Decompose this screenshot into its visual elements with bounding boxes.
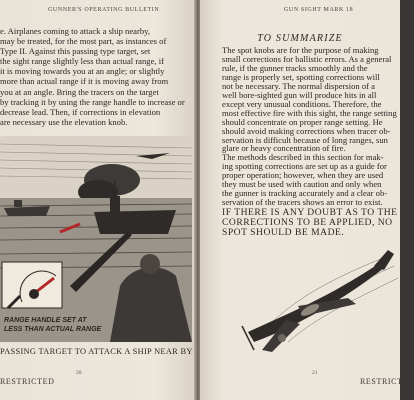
text-line: range is properly set, spotting corrections will bbox=[222, 71, 380, 82]
text-line: e. Airplanes coming to attack a ship nearby, bbox=[0, 26, 151, 36]
text-line: the sight range slightly less than actual range, if bbox=[0, 56, 164, 67]
text-line: rule, if the gunner tracks smoothly and the bbox=[222, 62, 368, 73]
text-line: servation is difficult because of long ranges, sun bbox=[222, 134, 388, 145]
text-line: are necessary use the elevation knob. bbox=[0, 116, 128, 127]
text-line: The spot knobs are for the purpose of making bbox=[222, 45, 379, 55]
text-line: except very unusual conditions. Therefore, the bbox=[222, 98, 382, 109]
text-line: may be treated, for the most part, as instances of bbox=[0, 36, 167, 47]
ship-attack-illustration bbox=[0, 136, 192, 342]
text-line: proper operation; however, when they are used bbox=[222, 170, 384, 181]
text-line: should avoid making corrections when tracer ob- bbox=[222, 125, 391, 136]
left-running-head: GUNNER'S OPERATING BULLETIN bbox=[48, 7, 160, 13]
left-body-text bbox=[0, 26, 192, 127]
text-line: small corrections for ballistic errors. As a general bbox=[222, 53, 392, 64]
text-line: The methods described in this section for mak- bbox=[222, 152, 384, 163]
caution-paragraph bbox=[222, 208, 400, 237]
caution-line: CORRECTIONS TO BE APPLIED, NO bbox=[222, 216, 393, 228]
left-page bbox=[0, 0, 196, 400]
text-line: ing spotting corrections are set up as a guide for bbox=[222, 161, 387, 172]
text-line: should concentrate on proper range setting. He bbox=[222, 116, 383, 127]
text-line: you at an angle. Bring the tracers on the target bbox=[0, 86, 159, 97]
text-line: not be necessary. The normal dispersion of a bbox=[222, 80, 375, 91]
text-line: servation of the tracers shows an error to exist. bbox=[222, 197, 383, 208]
figure-label-line-2: LESS THAN ACTUAL RANGE bbox=[4, 326, 102, 333]
text-line: it is moving towards you at an angle; or slightly bbox=[0, 66, 165, 77]
text-line: glare or heavy concentration of fire. bbox=[222, 143, 346, 154]
right-body-text bbox=[222, 46, 398, 207]
right-running-head: GUN SIGHT MARK 18 bbox=[284, 7, 354, 13]
left-folio: 20 bbox=[76, 370, 82, 376]
figure-caption: PASSING TARGET TO ATTACK A SHIP NEAR BY bbox=[0, 347, 193, 356]
right-folio: 21 bbox=[312, 370, 318, 376]
caution-line: SPOT SHOULD BE MADE. bbox=[222, 226, 345, 238]
text-line: decrease lead. Then, if corrections in elevation bbox=[0, 106, 161, 117]
text-line: most effective fire with this sight, the range setting bbox=[222, 107, 397, 118]
section-heading: TO SUMMARIZE bbox=[257, 33, 343, 44]
caution-line: IF THERE IS ANY DOUBT AS TO THE bbox=[222, 207, 398, 218]
text-line: Type II. Against this passing type target, set bbox=[0, 46, 151, 57]
left-footer: RESTRICTED bbox=[0, 377, 55, 386]
text-line: more than actual range if it is moving away from bbox=[0, 76, 169, 87]
text-line: the gunner is tracking accurately and a clear ob- bbox=[222, 188, 388, 199]
figure-label-line-1: RANGE HANDLE SET AT bbox=[4, 317, 87, 324]
text-line: they must be used with caution and only when bbox=[222, 179, 382, 190]
text-line: well bore-sighted gun will produce hits in all bbox=[222, 89, 377, 100]
text-line: by tracking it by using the range handle to increase or bbox=[0, 96, 185, 107]
diving-plane-illustration bbox=[238, 246, 400, 366]
right-footer: RESTRICTED bbox=[360, 377, 414, 386]
